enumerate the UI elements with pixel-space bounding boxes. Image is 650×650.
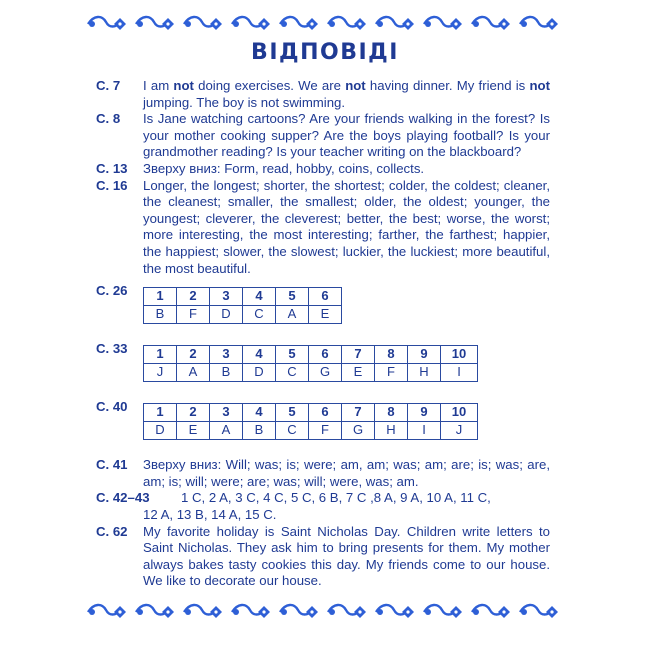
answer-page-33: [96, 341, 550, 393]
answers-content: [96, 78, 550, 590]
page-number: С. 41: [96, 457, 128, 473]
bottom-ornament-border: [84, 600, 566, 624]
page-title: ВІДПОВІДІ: [251, 40, 399, 65]
answer-text: Зверху вниз: Will; was; is; were; am, am; was; am; are; is; was; are, am; is; will; were; are; was; will; were, was; am.: [143, 457, 550, 489]
answer-page-8: [96, 111, 550, 161]
answer-table: [143, 287, 342, 324]
answer-page-62: [96, 524, 550, 590]
page-number: С. 62: [96, 523, 128, 539]
page-number: С. 16: [96, 177, 128, 193]
number-row: 1 2 3 4 5 6 7 8 9 10: [144, 346, 478, 364]
answer-text-continued: 12 A, 13 B, 14 A, 15 C.: [143, 506, 277, 522]
number-row: 1 2 3 4 5 6 7 8 9 10: [144, 404, 478, 422]
answer-page-26: [96, 283, 550, 335]
page-number: С. 40: [96, 399, 128, 415]
number-row: 1 2 3 4 5 6: [144, 288, 342, 306]
answer-text: I am not doing exercises. We are not having dinner. My friend is not jumping. The boy is not swimming.: [143, 78, 551, 110]
letter-row: B F D C A E: [144, 306, 342, 324]
top-ornament-border: [84, 12, 566, 36]
answer-text: Зверху вниз: Form, read, hobby, coins, collects.: [143, 160, 425, 176]
page-number: С. 13: [96, 160, 128, 176]
page-number: С. 33: [96, 341, 128, 357]
page-number: С. 42–43: [96, 490, 150, 506]
answer-text: Is Jane watching cartoons? Are your friends walking in the forest? Is your mother cooking supper? Are the boys playing football? Is your grandmother reading? Is your teacher writing on the blackboard?: [143, 111, 550, 160]
answer-page-7: [96, 78, 550, 111]
page-number: С. 26: [96, 283, 128, 299]
answer-page-13: [96, 161, 550, 178]
answer-text: 1 C, 2 A, 3 C, 4 C, 5 C, 6 B, 7 C ,8 A, 9 A, 10 A, 11 C,: [181, 490, 491, 506]
answer-table: [143, 345, 478, 382]
page-number: С. 8: [96, 111, 121, 127]
page-number: С. 7: [96, 78, 121, 93]
answer-text: Longer, the longest; shorter, the shortest; colder, the coldest; cleaner, the cleanest; smaller, the smallest; older, the oldest; younger, the youngest; cleverer, the cleverest; better, the best; worse, the worst; more interesting, the most interesting; farther, the farthest; happier, the happiest; slower, the slowest; luckier, the luckiest; more beautiful, the most beautiful.: [143, 177, 550, 276]
letter-row: J A B D C G E F H I: [144, 364, 478, 382]
answer-table: [143, 403, 478, 440]
answer-page-41: [96, 457, 550, 490]
answer-page-42-43: [96, 490, 550, 523]
ornament-icon: [84, 12, 566, 36]
answer-text: My favorite holiday is Saint Nicholas Day. Children write letters to Saint Nicholas. They ask him to bring presents for them. My mother always bakes tasty cookies this day. My friends come to our house. We like to decorate our house.: [143, 523, 550, 589]
ornament-icon: [84, 600, 566, 624]
answer-page-40: [96, 399, 550, 451]
answer-page-16: [96, 178, 550, 278]
letter-row: D E A B C F G H I J: [144, 422, 478, 440]
